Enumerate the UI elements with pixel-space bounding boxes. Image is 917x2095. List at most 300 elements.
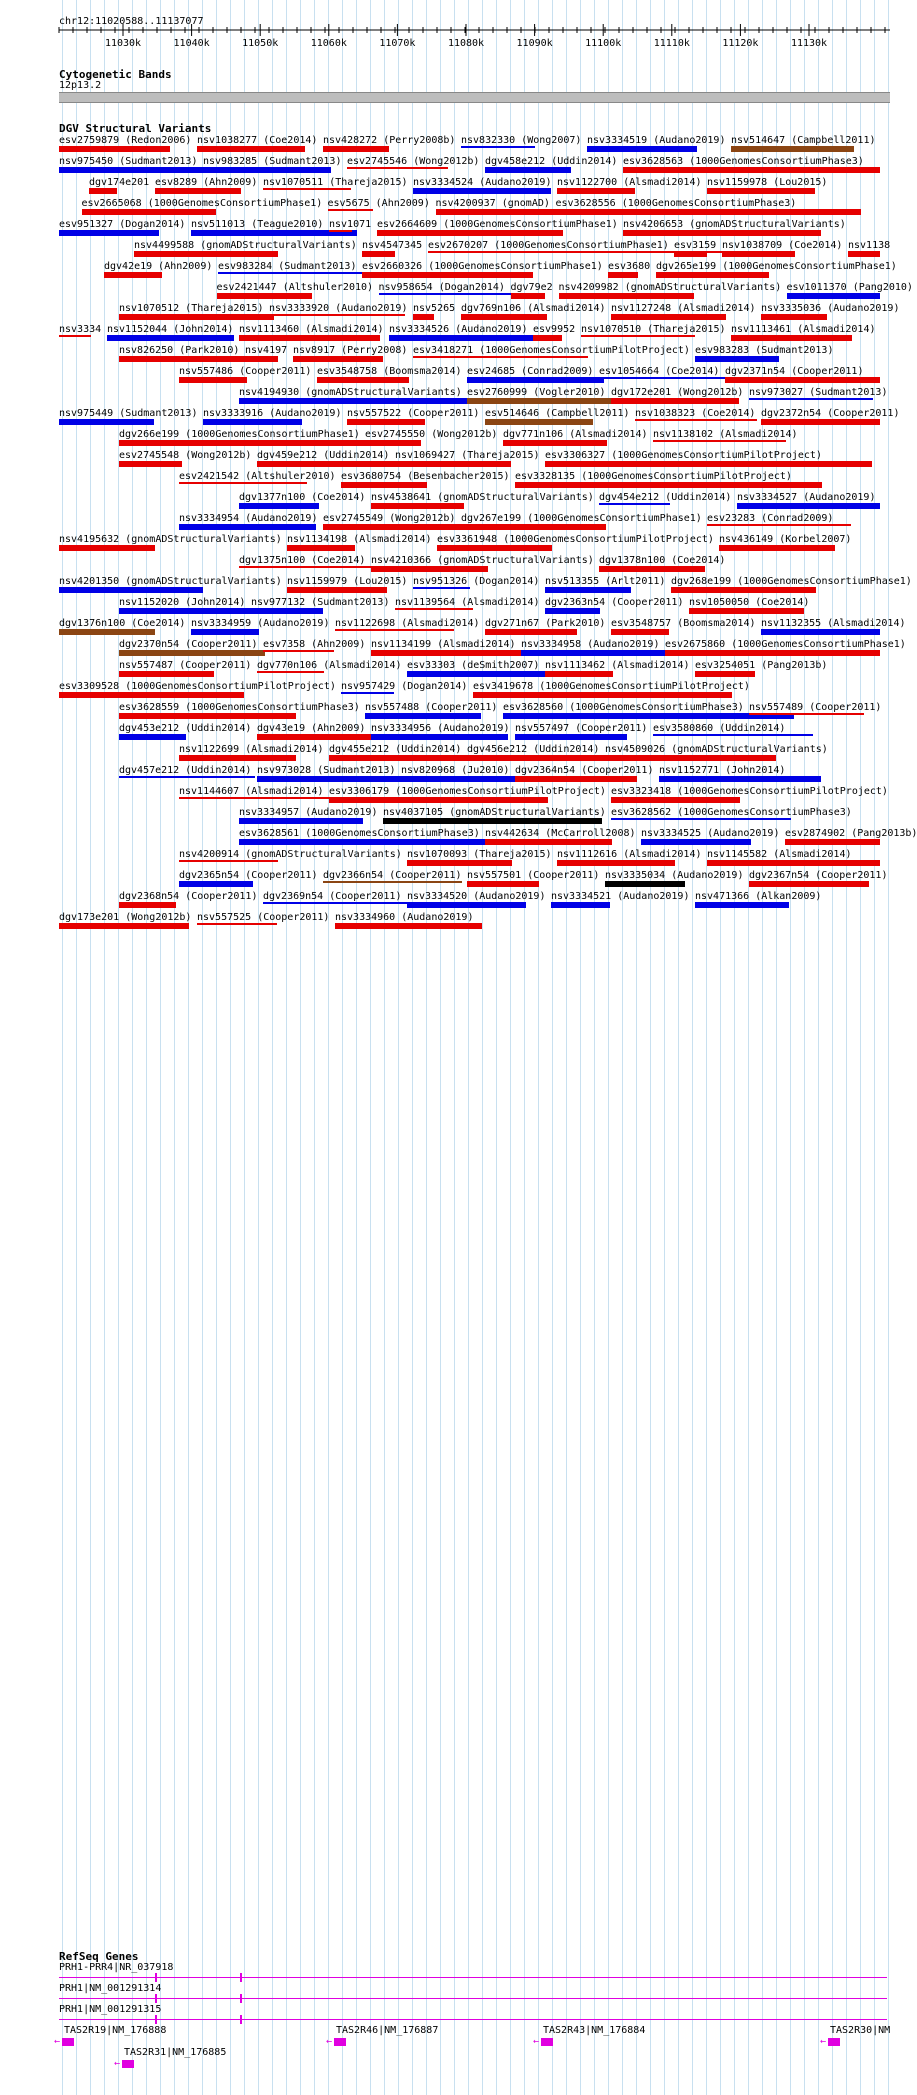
- variant-label[interactable]: esv3361948 (1000GenomesConsortiumPilotProject): [437, 534, 714, 545]
- variant-label[interactable]: esv3419678 (1000GenomesConsortiumPilotProject): [473, 681, 750, 692]
- variant-label[interactable]: dgv268e199 (1000GenomesConsortiumPhase1): [671, 576, 912, 587]
- variant-label[interactable]: nsv958654 (Dogan2014): [378, 282, 505, 293]
- variant-label[interactable]: esv2874902 (Pang2013b): [785, 828, 917, 839]
- variant-bar[interactable]: [413, 587, 470, 589]
- variant-bar[interactable]: [362, 251, 395, 257]
- variant-label[interactable]: nsv957429 (Dogan2014): [341, 681, 468, 692]
- variant-bar[interactable]: [379, 293, 529, 295]
- variant-bar[interactable]: [328, 209, 373, 211]
- variant-label[interactable]: nsv557525 (Cooper2011): [197, 912, 330, 923]
- variant-label[interactable]: esv3628561 (1000GenomesConsortiumPhase3): [239, 828, 480, 839]
- variant-bar[interactable]: [179, 881, 253, 887]
- variant-bar[interactable]: [239, 503, 319, 509]
- variant-label[interactable]: dgv267e199 (1000GenomesConsortiumPhase1): [461, 513, 702, 524]
- variant-label[interactable]: nsv1134199 (Alsmadi2014): [371, 639, 516, 650]
- variant-bar[interactable]: [461, 146, 535, 148]
- variant-label[interactable]: nsv4547345: [362, 240, 423, 251]
- variant-bar[interactable]: [317, 377, 409, 383]
- variant-label[interactable]: dgv769n106 (Alsmadi2014): [461, 303, 606, 314]
- variant-bar[interactable]: [119, 461, 182, 467]
- variant-label[interactable]: dgv458e212 (Uddin2014): [485, 156, 618, 167]
- variant-label[interactable]: nsv1127248 (Alsmadi2014): [611, 303, 756, 314]
- variant-label[interactable]: nsv557501 (Cooper2011): [467, 870, 600, 881]
- variant-label[interactable]: nsv832330 (Wong2007): [461, 135, 582, 146]
- variant-bar[interactable]: [515, 482, 822, 488]
- variant-label[interactable]: nsv1113460 (Alsmadi2014): [239, 324, 384, 335]
- variant-label[interactable]: nsv4037105 (gnomADStructuralVariants): [383, 807, 606, 818]
- variant-bar[interactable]: [557, 188, 635, 194]
- variant-bar[interactable]: [605, 755, 776, 761]
- variant-label[interactable]: nsv973027 (Sudmant2013): [749, 387, 888, 398]
- variant-bar[interactable]: [59, 587, 203, 593]
- variant-bar[interactable]: [341, 482, 427, 488]
- variant-label[interactable]: nsv513355 (Arlt2011): [545, 576, 666, 587]
- variant-bar[interactable]: [665, 650, 880, 656]
- variant-label[interactable]: nsv1159978 (Lou2015): [707, 177, 828, 188]
- variant-bar[interactable]: [191, 629, 259, 635]
- variant-bar[interactable]: [119, 776, 255, 778]
- variant-label[interactable]: esv3548758 (Boomsma2014): [317, 366, 462, 377]
- variant-bar[interactable]: [695, 902, 789, 908]
- variant-bar[interactable]: [197, 923, 277, 925]
- variant-label[interactable]: esv2660326 (1000GenomesConsortiumPhase1): [362, 261, 603, 272]
- variant-label[interactable]: nsv4195632 (gnomADStructuralVariants): [59, 534, 282, 545]
- variant-bar[interactable]: [515, 734, 627, 740]
- variant-label[interactable]: nsv3334960 (Audano2019): [335, 912, 474, 923]
- variant-label[interactable]: nsv4194930 (gnomADStructuralVariants): [239, 387, 462, 398]
- variant-bar[interactable]: [179, 377, 247, 383]
- variant-bar[interactable]: [365, 713, 481, 719]
- variant-label[interactable]: nsv3334525 (Audano2019): [641, 828, 780, 839]
- variant-bar[interactable]: [107, 335, 234, 341]
- variant-bar[interactable]: [371, 566, 488, 572]
- variant-label[interactable]: nsv4210366 (gnomADStructuralVariants): [371, 555, 594, 566]
- variant-label[interactable]: nsv951326 (Dogan2014): [413, 576, 540, 587]
- variant-bar[interactable]: [59, 419, 154, 425]
- variant-bar[interactable]: [401, 776, 533, 782]
- variant-label[interactable]: esv2760999 (Vogler2010): [467, 387, 606, 398]
- variant-label[interactable]: esv3628556 (1000GenomesConsortiumPhase3): [555, 198, 797, 209]
- variant-bar[interactable]: [395, 461, 511, 467]
- variant-label[interactable]: esv8289 (Ahn2009): [155, 177, 258, 188]
- variant-bar[interactable]: [674, 251, 707, 257]
- variant-bar[interactable]: [556, 209, 861, 215]
- variant-label[interactable]: esv2759879 (Redon2006): [59, 135, 192, 146]
- variant-bar[interactable]: [725, 377, 880, 383]
- gene-label[interactable]: TAS2R30|NM: [830, 2025, 891, 2036]
- variant-label[interactable]: nsv3334959 (Audano2019): [191, 618, 330, 629]
- variant-label[interactable]: esv951327 (Dogan2014): [59, 219, 186, 230]
- variant-label[interactable]: dgv172e201 (Wong2012b): [611, 387, 744, 398]
- gene-label[interactable]: TAS2R19|NM_176888: [64, 2025, 167, 2036]
- variant-label[interactable]: dgv2366n54 (Cooper2011): [323, 870, 462, 881]
- variant-bar[interactable]: [599, 503, 670, 505]
- variant-bar[interactable]: [293, 356, 383, 362]
- variant-bar[interactable]: [707, 524, 851, 526]
- variant-bar[interactable]: [407, 860, 512, 866]
- variant-label[interactable]: dgv455e212 (Uddin2014): [329, 744, 462, 755]
- variant-bar[interactable]: [473, 692, 732, 698]
- variant-label[interactable]: esv2421542 (Altshuler2010): [179, 471, 336, 482]
- variant-bar[interactable]: [119, 314, 274, 320]
- variant-bar[interactable]: [641, 839, 751, 845]
- variant-bar[interactable]: [749, 881, 869, 887]
- variant-label[interactable]: esv3254051 (Pang2013b): [695, 660, 828, 671]
- variant-label[interactable]: dgv2369n54 (Cooper2011): [263, 891, 402, 902]
- variant-bar[interactable]: [623, 167, 880, 173]
- variant-bar[interactable]: [179, 755, 296, 761]
- variant-bar[interactable]: [467, 881, 539, 887]
- variant-label[interactable]: nsv1152044 (John2014): [107, 324, 234, 335]
- variant-label[interactable]: esv2665068 (1000GenomesConsortiumPhase1): [81, 198, 323, 209]
- variant-bar[interactable]: [689, 608, 804, 614]
- variant-bar[interactable]: [611, 398, 739, 404]
- variant-bar[interactable]: [323, 146, 389, 152]
- gene-model[interactable]: [59, 1977, 887, 1978]
- variant-label[interactable]: nsv557522 (Cooper2011): [347, 408, 480, 419]
- variant-bar[interactable]: [731, 335, 852, 341]
- variant-bar[interactable]: [413, 356, 588, 358]
- variant-bar[interactable]: [761, 314, 827, 320]
- variant-label[interactable]: nsv4509026 (gnomADStructuralVariants): [605, 744, 828, 755]
- variant-label[interactable]: esv3680754 (Besenbacher2015): [341, 471, 510, 482]
- variant-label[interactable]: nsv1038709 (Coe2014): [722, 240, 843, 251]
- variant-bar[interactable]: [551, 902, 610, 908]
- variant-label[interactable]: esv2745548 (Wong2012b): [119, 450, 252, 461]
- variant-label[interactable]: nsv1070093 (Thareja2015): [407, 849, 552, 860]
- variant-label[interactable]: nsv1152771 (John2014): [659, 765, 786, 776]
- variant-bar[interactable]: [82, 209, 216, 215]
- variant-bar[interactable]: [719, 545, 835, 551]
- variant-label[interactable]: esv3159: [674, 240, 717, 251]
- variant-bar[interactable]: [59, 692, 244, 698]
- variant-bar[interactable]: [239, 818, 363, 824]
- variant-bar[interactable]: [362, 272, 533, 278]
- variant-bar[interactable]: [559, 293, 694, 299]
- variant-label[interactable]: nsv471366 (Alkan2009): [695, 891, 822, 902]
- variant-bar[interactable]: [218, 272, 369, 274]
- variant-label[interactable]: esv3306179 (1000GenomesConsortiumPilotProject): [329, 786, 606, 797]
- variant-label[interactable]: nsv436149 (Korbel2007): [719, 534, 852, 545]
- variant-label[interactable]: nsv983285 (Sudmant2013): [203, 156, 342, 167]
- variant-label[interactable]: esv1054664 (Coe2014): [599, 366, 720, 377]
- variant-label[interactable]: dgv271n67 (Park2010): [485, 618, 606, 629]
- variant-bar[interactable]: [413, 188, 551, 194]
- variant-label[interactable]: nsv4197: [245, 345, 288, 356]
- variant-label[interactable]: esv2745546 (Wong2012b): [347, 156, 480, 167]
- variant-label[interactable]: esv3628562 (1000GenomesConsortiumPhase3): [611, 807, 852, 818]
- variant-bar[interactable]: [608, 272, 638, 278]
- variant-bar[interactable]: [119, 671, 214, 677]
- variant-label[interactable]: dgv2368n54 (Cooper2011): [119, 891, 258, 902]
- variant-label[interactable]: nsv975449 (Sudmant2013): [59, 408, 198, 419]
- variant-label[interactable]: nsv4201350 (gnomADStructuralVariants): [59, 576, 282, 587]
- variant-bar[interactable]: [59, 335, 91, 337]
- variant-label[interactable]: nsv3335036 (Audano2019): [761, 303, 900, 314]
- variant-label[interactable]: esv3323418 (1000GenomesConsortiumPilotProject): [611, 786, 888, 797]
- variant-bar[interactable]: [365, 440, 418, 446]
- variant-bar[interactable]: [104, 272, 162, 278]
- gene-model[interactable]: [59, 1998, 887, 1999]
- variant-label[interactable]: esv7358 (Ahn2009): [263, 639, 366, 650]
- variant-label[interactable]: nsv557497 (Cooper2011): [515, 723, 648, 734]
- variant-label[interactable]: nsv3334: [59, 324, 102, 335]
- variant-bar[interactable]: [371, 503, 464, 509]
- variant-label[interactable]: nsv3334527 (Audano2019): [737, 492, 876, 503]
- variant-bar[interactable]: [59, 167, 223, 173]
- variant-label[interactable]: esv3328135 (1000GenomesConsortiumPilotProject): [515, 471, 792, 482]
- variant-label[interactable]: nsv826250 (Park2010): [119, 345, 240, 356]
- variant-bar[interactable]: [467, 377, 604, 383]
- variant-label[interactable]: dgv459e212 (Uddin2014): [257, 450, 390, 461]
- variant-label[interactable]: dgv2363n54 (Cooper2011): [545, 597, 684, 608]
- variant-bar[interactable]: [257, 776, 409, 782]
- variant-label[interactable]: esv2664609 (1000GenomesConsortiumPhase1): [377, 219, 618, 230]
- variant-bar[interactable]: [467, 398, 615, 404]
- variant-label[interactable]: esv2745550 (Wong2012b): [365, 429, 498, 440]
- variant-bar[interactable]: [659, 776, 821, 782]
- variant-bar[interactable]: [329, 230, 352, 232]
- variant-bar[interactable]: [239, 335, 380, 341]
- variant-bar[interactable]: [671, 587, 816, 593]
- variant-label[interactable]: nsv3334520 (Audano2019): [407, 891, 546, 902]
- variant-label[interactable]: dgv456e212 (Uddin2014): [467, 744, 600, 755]
- gene-model[interactable]: [541, 2038, 553, 2046]
- variant-bar[interactable]: [203, 167, 331, 173]
- variant-label[interactable]: nsv3333920 (Audano2019): [269, 303, 408, 314]
- gene-label[interactable]: TAS2R43|NM_176884: [543, 2025, 646, 2036]
- variant-bar[interactable]: [347, 419, 425, 425]
- variant-bar[interactable]: [119, 608, 259, 614]
- variant-label[interactable]: esv3628559 (1000GenomesConsortiumPhase3): [119, 702, 360, 713]
- variant-label[interactable]: nsv1159979 (Lou2015): [287, 576, 408, 587]
- variant-label[interactable]: nsv557489 (Cooper2011): [749, 702, 882, 713]
- variant-label[interactable]: nsv3333916 (Audano2019): [203, 408, 342, 419]
- variant-bar[interactable]: [413, 314, 434, 320]
- variant-bar[interactable]: [245, 356, 278, 362]
- variant-label[interactable]: dgv266e199 (1000GenomesConsortiumPhase1): [119, 429, 360, 440]
- variant-label[interactable]: nsv428272 (Perry2008b): [323, 135, 456, 146]
- variant-bar[interactable]: [239, 566, 385, 568]
- variant-bar[interactable]: [485, 419, 593, 425]
- variant-bar[interactable]: [287, 545, 355, 551]
- variant-bar[interactable]: [323, 881, 462, 883]
- variant-label[interactable]: nsv1122698 (Alsmadi2014): [335, 618, 480, 629]
- variant-bar[interactable]: [461, 314, 547, 320]
- gene-label[interactable]: PRH1|NM_001291314: [59, 1983, 162, 1994]
- variant-bar[interactable]: [329, 797, 548, 803]
- variant-label[interactable]: nsv1050050 (Coe2014): [689, 597, 810, 608]
- variant-bar[interactable]: [395, 608, 473, 610]
- variant-label[interactable]: nsv1038323 (Coe2014): [635, 408, 756, 419]
- variant-label[interactable]: nsv1132355 (Alsmadi2014): [761, 618, 906, 629]
- variant-label[interactable]: nsv1134198 (Alsmadi2014): [287, 534, 432, 545]
- variant-label[interactable]: dgv457e212 (Uddin2014): [119, 765, 252, 776]
- variant-bar[interactable]: [89, 188, 117, 194]
- variant-label[interactable]: nsv1138102 (Alsmadi2014): [653, 429, 798, 440]
- variant-bar[interactable]: [119, 902, 176, 908]
- variant-label[interactable]: dgv770n106 (Alsmadi2014): [257, 660, 402, 671]
- variant-label[interactable]: nsv4209982 (gnomADStructuralVariants): [558, 282, 782, 293]
- variant-bar[interactable]: [599, 377, 739, 379]
- variant-bar[interactable]: [722, 251, 795, 257]
- variant-label[interactable]: esv33303 (deSmith2007): [407, 660, 540, 671]
- variant-bar[interactable]: [461, 524, 606, 530]
- variant-label[interactable]: nsv3334956 (Audano2019): [371, 723, 510, 734]
- variant-bar[interactable]: [653, 440, 786, 442]
- variant-label[interactable]: nsv1071: [329, 219, 372, 230]
- variant-label[interactable]: dgv771n106 (Alsmadi2014): [503, 429, 648, 440]
- variant-label[interactable]: nsv1144607 (Alsmadi2014): [179, 786, 324, 797]
- variant-label[interactable]: nsv3334519 (Audano2019): [587, 135, 726, 146]
- variant-label[interactable]: nsv4538641 (gnomADStructuralVariants): [371, 492, 594, 503]
- variant-bar[interactable]: [611, 818, 791, 820]
- variant-label[interactable]: esv3548757 (Boomsma2014): [611, 618, 756, 629]
- variant-label[interactable]: nsv1122700 (Alsmadi2014): [557, 177, 702, 188]
- variant-label[interactable]: esv983284 (Sudmant2013): [218, 261, 357, 272]
- variant-label[interactable]: dgv2365n54 (Cooper2011): [179, 870, 318, 881]
- variant-bar[interactable]: [203, 419, 302, 425]
- variant-label[interactable]: nsv442634 (McCarroll2008): [485, 828, 636, 839]
- variant-bar[interactable]: [545, 671, 613, 677]
- variant-bar[interactable]: [611, 629, 669, 635]
- variant-bar[interactable]: [545, 587, 631, 593]
- variant-label[interactable]: esv2675860 (1000GenomesConsortiumPhase1): [665, 639, 906, 650]
- variant-bar[interactable]: [761, 419, 880, 425]
- variant-label[interactable]: nsv3334958 (Audano2019): [521, 639, 660, 650]
- variant-label[interactable]: esv5675 (Ahn2009): [327, 198, 430, 209]
- variant-label[interactable]: nsv5265: [413, 303, 456, 314]
- variant-label[interactable]: nsv1113462 (Alsmadi2014): [545, 660, 690, 671]
- variant-bar[interactable]: [251, 608, 323, 614]
- variant-label[interactable]: esv2670207 (1000GenomesConsortiumPhase1): [428, 240, 669, 251]
- variant-bar[interactable]: [707, 860, 880, 866]
- variant-label[interactable]: nsv557488 (Cooper2011): [365, 702, 498, 713]
- gene-model[interactable]: [62, 2038, 74, 2046]
- variant-bar[interactable]: [605, 881, 685, 887]
- variant-label[interactable]: esv23283 (Conrad2009): [707, 513, 834, 524]
- variant-label[interactable]: dgv79e2: [510, 282, 553, 293]
- variant-label[interactable]: dgv265e199 (1000GenomesConsortiumPhase1): [656, 261, 897, 272]
- variant-bar[interactable]: [485, 167, 571, 173]
- variant-bar[interactable]: [341, 692, 394, 694]
- variant-bar[interactable]: [197, 146, 305, 152]
- variant-bar[interactable]: [611, 797, 740, 803]
- variant-bar[interactable]: [239, 839, 504, 845]
- variant-label[interactable]: nsv4206653 (gnomADStructuralVariants): [623, 219, 846, 230]
- variant-bar[interactable]: [485, 839, 612, 845]
- variant-bar[interactable]: [257, 734, 387, 740]
- variant-bar[interactable]: [179, 524, 316, 530]
- variant-label[interactable]: esv1011370 (Pang2010): [786, 282, 913, 293]
- variant-label[interactable]: esv3680: [608, 261, 651, 272]
- gene-label[interactable]: TAS2R46|NM_176887: [336, 2025, 439, 2036]
- variant-bar[interactable]: [257, 671, 324, 673]
- variant-bar[interactable]: [581, 335, 695, 337]
- variant-bar[interactable]: [695, 356, 779, 362]
- variant-label[interactable]: dgv454e212 (Uddin2014): [599, 492, 732, 503]
- variant-label[interactable]: nsv1070510 (Thareja2015): [581, 324, 726, 335]
- variant-label[interactable]: nsv1070512 (Thareja2015): [119, 303, 264, 314]
- variant-bar[interactable]: [59, 230, 159, 236]
- variant-bar[interactable]: [59, 146, 170, 152]
- variant-bar[interactable]: [179, 797, 344, 799]
- variant-bar[interactable]: [287, 587, 387, 593]
- variant-bar[interactable]: [611, 314, 726, 320]
- variant-bar[interactable]: [119, 734, 186, 740]
- variant-bar[interactable]: [119, 356, 257, 362]
- variant-bar[interactable]: [511, 293, 545, 299]
- gene-model[interactable]: [59, 2019, 887, 2020]
- variant-bar[interactable]: [787, 293, 881, 299]
- variant-bar[interactable]: [155, 188, 241, 194]
- variant-bar[interactable]: [407, 902, 526, 908]
- variant-bar[interactable]: [269, 314, 405, 316]
- variant-label[interactable]: nsv1038277 (Coe2014): [197, 135, 318, 146]
- variant-label[interactable]: nsv977132 (Sudmant2013): [251, 597, 390, 608]
- variant-label[interactable]: dgv174e201: [89, 177, 150, 188]
- variant-bar[interactable]: [695, 671, 755, 677]
- variant-bar[interactable]: [377, 230, 563, 236]
- variant-bar[interactable]: [59, 923, 189, 929]
- variant-label[interactable]: dgv2367n54 (Cooper2011): [749, 870, 888, 881]
- variant-label[interactable]: nsv3334526 (Audano2019): [389, 324, 528, 335]
- variant-bar[interactable]: [749, 398, 873, 400]
- variant-label[interactable]: nsv4200937 (gnomAD): [435, 198, 550, 209]
- variant-bar[interactable]: [179, 860, 278, 862]
- variant-label[interactable]: nsv3334524 (Audano2019): [413, 177, 552, 188]
- variant-label[interactable]: nsv1145582 (Alsmadi2014): [707, 849, 852, 860]
- variant-label[interactable]: nsv3334954 (Audano2019): [179, 513, 318, 524]
- variant-label[interactable]: nsv1138: [848, 240, 891, 251]
- variant-label[interactable]: nsv514647 (Campbell2011): [731, 135, 876, 146]
- variant-label[interactable]: nsv1139564 (Alsmadi2014): [395, 597, 540, 608]
- variant-label[interactable]: esv3628560 (1000GenomesConsortiumPhase3): [503, 702, 744, 713]
- variant-bar[interactable]: [533, 335, 562, 341]
- variant-label[interactable]: esv983283 (Sudmant2013): [695, 345, 834, 356]
- variant-label[interactable]: nsv4499588 (gnomADStructuralVariants): [134, 240, 357, 251]
- variant-bar[interactable]: [515, 776, 637, 782]
- variant-label[interactable]: nsv4200914 (gnomADStructuralVariants): [179, 849, 402, 860]
- variant-label[interactable]: dgv173e201 (Wong2012b): [59, 912, 192, 923]
- variant-label[interactable]: esv3418271 (1000GenomesConsortiumPilotProject): [413, 345, 690, 356]
- variant-label[interactable]: nsv557486 (Cooper2011): [179, 366, 312, 377]
- variant-label[interactable]: dgv453e212 (Uddin2014): [119, 723, 252, 734]
- variant-bar[interactable]: [239, 398, 499, 404]
- variant-bar[interactable]: [371, 734, 508, 740]
- variant-label[interactable]: esv3628563 (1000GenomesConsortiumPhase3): [623, 156, 864, 167]
- variant-bar[interactable]: [737, 503, 880, 509]
- gene-label[interactable]: TAS2R31|NM_176885: [124, 2047, 227, 2058]
- gene-model[interactable]: [122, 2060, 134, 2068]
- variant-bar[interactable]: [503, 440, 607, 446]
- variant-label[interactable]: dgv1378n100 (Coe2014): [599, 555, 726, 566]
- gene-model[interactable]: [334, 2038, 346, 2046]
- variant-bar[interactable]: [785, 839, 880, 845]
- variant-label[interactable]: esv2421447 (Altshuler2010): [216, 282, 374, 293]
- variant-label[interactable]: esv3580860 (Uddin2014): [653, 723, 786, 734]
- variant-label[interactable]: nsv3335034 (Audano2019): [605, 870, 744, 881]
- variant-label[interactable]: nsv975450 (Sudmant2013): [59, 156, 198, 167]
- variant-bar[interactable]: [545, 608, 600, 614]
- variant-bar[interactable]: [587, 146, 697, 152]
- variant-label[interactable]: dgv2370n54 (Cooper2011): [119, 639, 258, 650]
- variant-label[interactable]: esv514646 (Campbell2011): [485, 408, 630, 419]
- variant-bar[interactable]: [323, 524, 479, 530]
- variant-label[interactable]: nsv8917 (Perry2008): [293, 345, 408, 356]
- variant-label[interactable]: dgv43e19 (Ahn2009): [257, 723, 366, 734]
- variant-label[interactable]: nsv3334521 (Audano2019): [551, 891, 690, 902]
